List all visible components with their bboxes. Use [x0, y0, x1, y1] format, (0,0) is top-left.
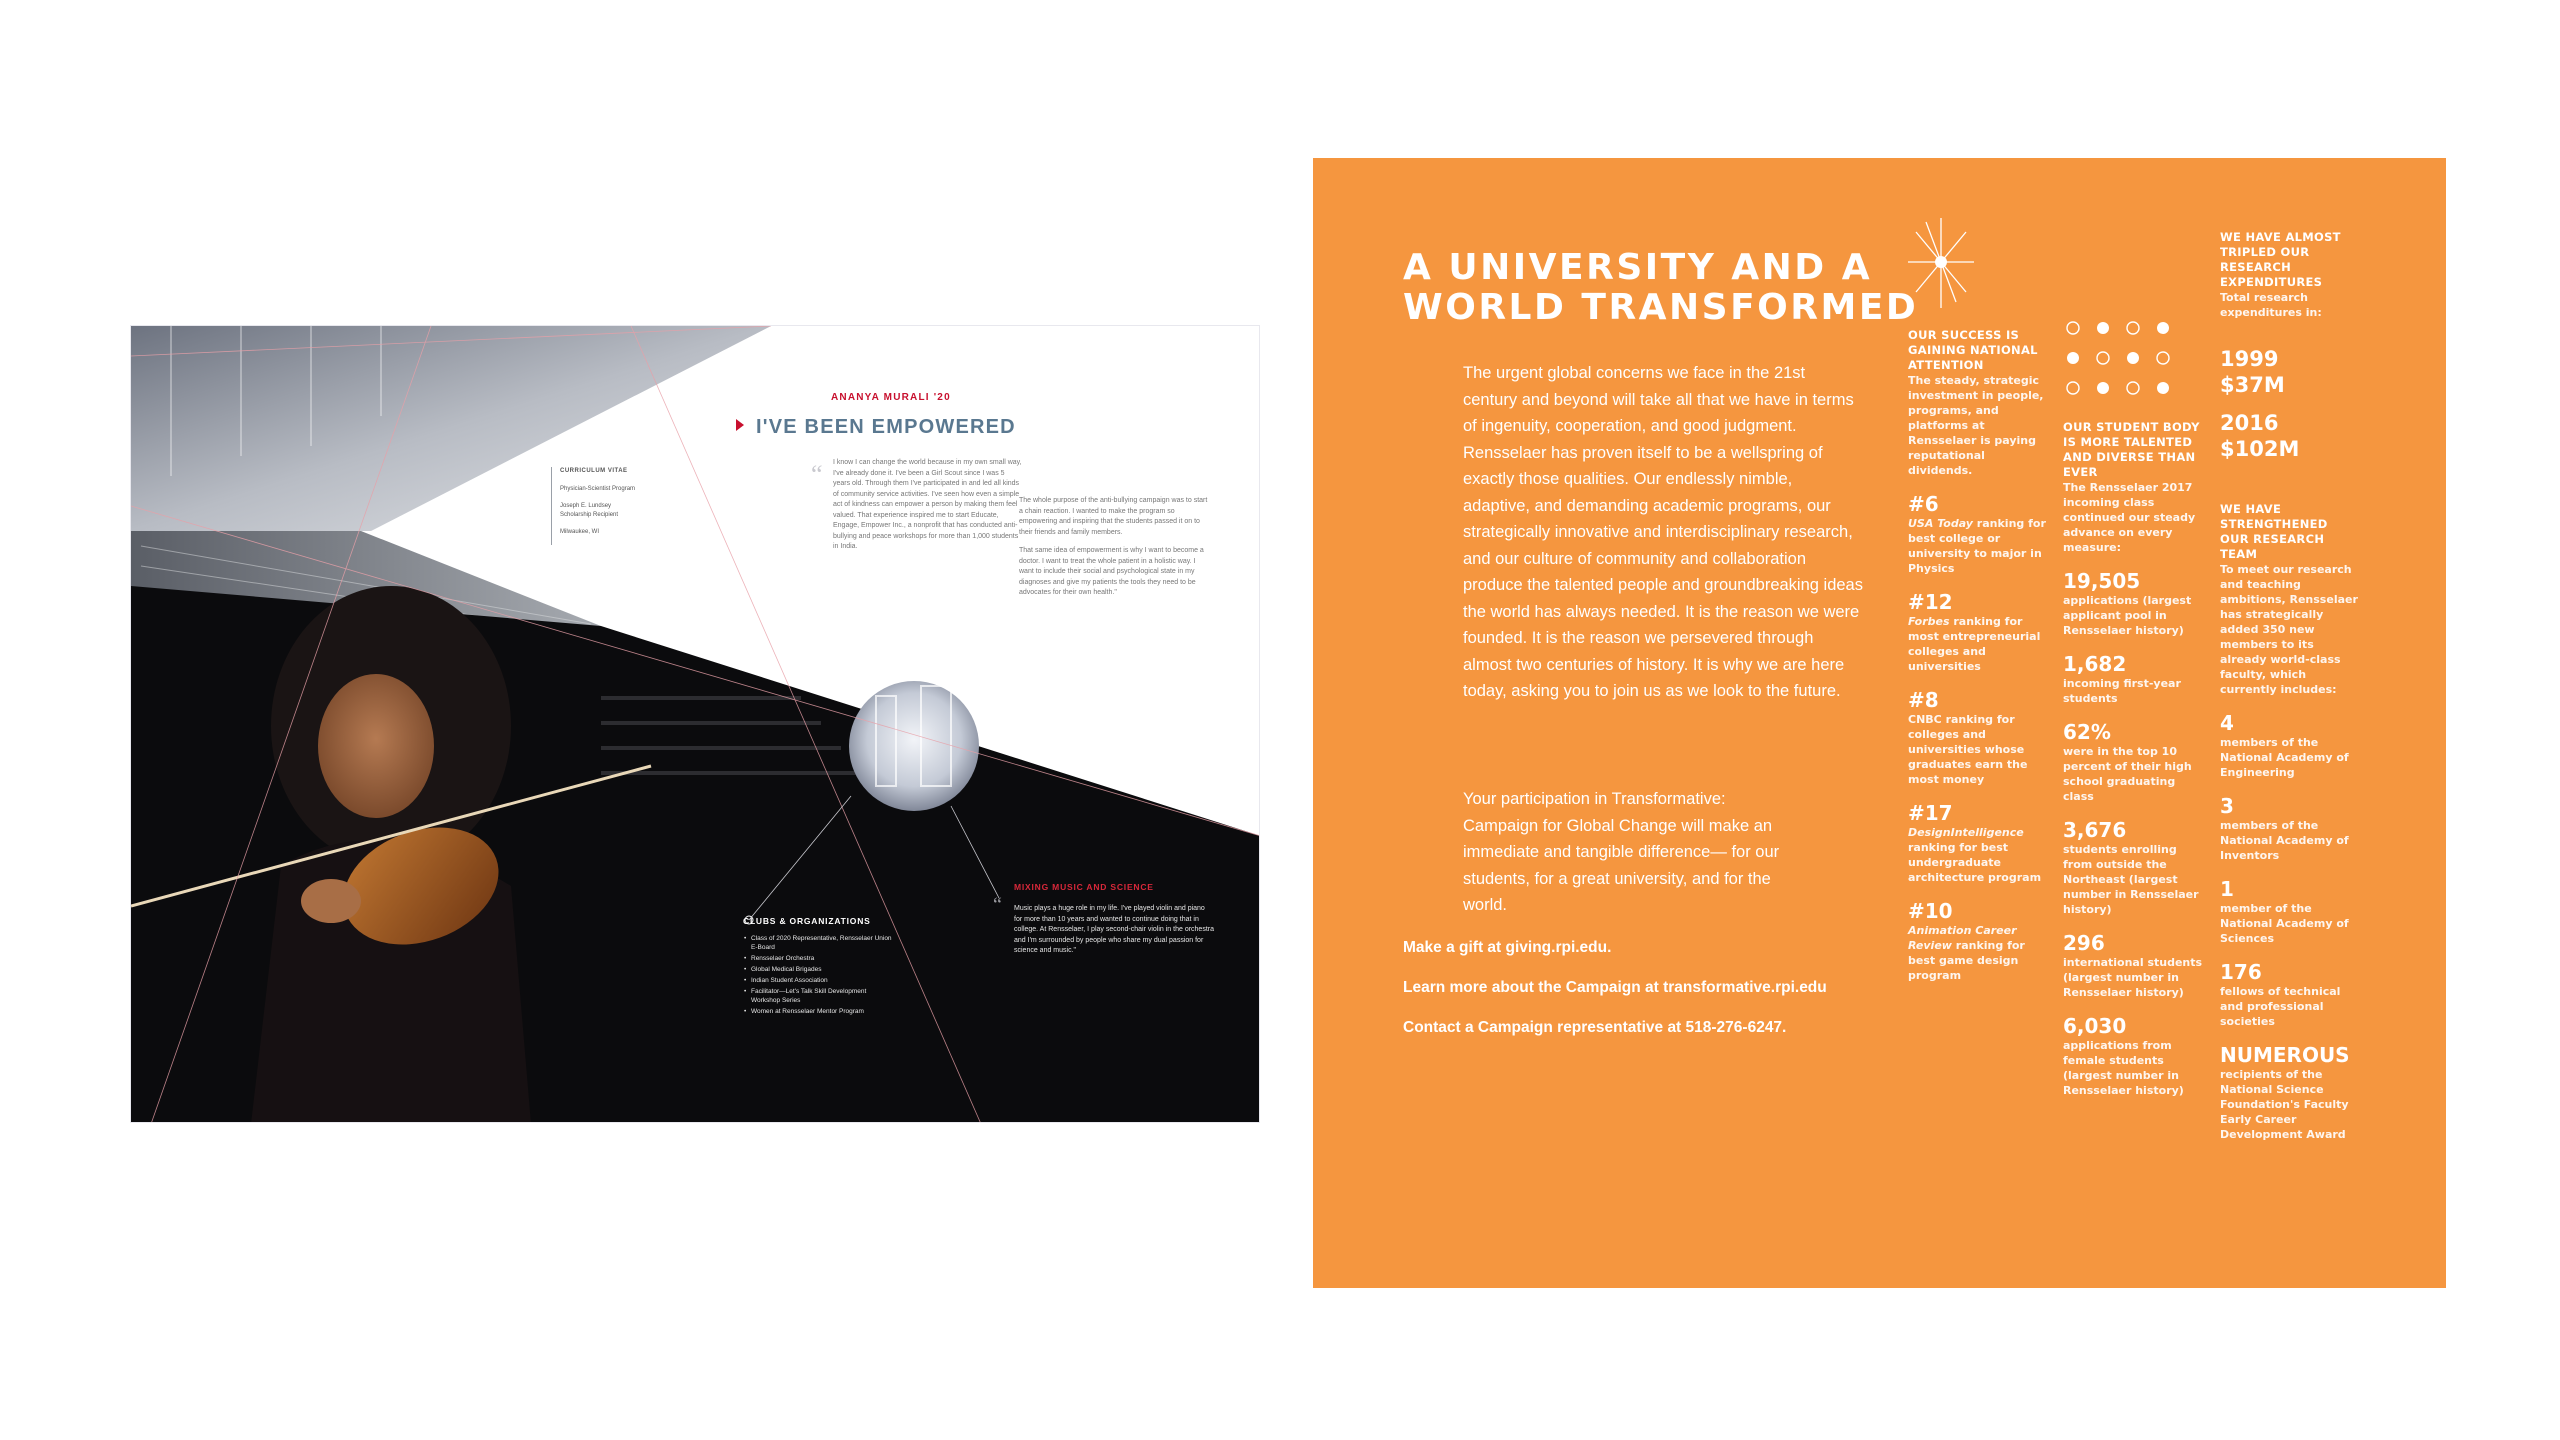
cv-item: Joseph E. Lundsey Scholarship Recipient — [560, 503, 619, 518]
page-title-line: WORLD TRANSFORMED — [1403, 287, 1919, 328]
stat-number: 19,505 — [2063, 569, 2141, 593]
stat-number: 3,676 — [2063, 818, 2127, 842]
student-profile-spread — [130, 325, 1260, 1123]
stat-desc: member of the National Academy of Sciences — [2220, 902, 2349, 945]
stat-number: NUMEROUS — [2220, 1043, 2350, 1067]
quote-mark-icon: “ — [811, 460, 823, 489]
ranking-desc — [1908, 712, 2048, 787]
quote-column-1: I know I can change the world because in my own small way, I've already done it. I've been a Girl Scout since I was 5 years old. Through them I've participated in and led all kinds of community service activities. I've seen how even a simple act of kindness can empower a person by making them feel valued. That experience inspired me to start Educate, Engage, Empower Inc., a nonprofit that has conducted anti-bullying and peace workshops for more than 1,000 students in India. — [833, 459, 1022, 550]
quote-paragraph: That same idea of empowerment is why I want to become a doctor. I want to treat the whole patient in a holistic way. I want to include their social and psychological state in my diagnoses and give my patients the tools they need to be advocates for their own health." — [1019, 547, 1204, 596]
stat-desc: members of the National Academy of Engineering — [2220, 736, 2349, 779]
ranking-number: #8 — [1908, 688, 1939, 712]
ranking-source: USA Today — [1908, 517, 1973, 530]
clubs-title: CLUBS & ORGANIZATIONS — [743, 916, 871, 926]
stat-desc: applications from female students (largest number in Rensselaer history) — [2063, 1039, 2184, 1097]
ranking-desc — [1908, 923, 2048, 983]
page-title — [1403, 248, 1923, 328]
ranking-desc — [1908, 825, 2048, 885]
page-title-line: A UNIVERSITY AND A — [1403, 247, 1873, 288]
ranking-source: DesignIntelligence — [1908, 826, 2024, 839]
column-heading: OUR SUCCESS IS GAINING NATIONAL ATTENTION — [1908, 328, 2038, 372]
intro-text: The urgent global concerns we face in the 21st century and beyond will take all that we have in terms of ingenuity, cooperation, and good judgment. Rensselaer has proven itself to be a wellspring of exactly those qualities. Our endlessly nimble, adaptive, and demanding academic programs, our strategically innovative and interdisciplinary research, and our culture of community and collaboration produce the talented people and groundbreaking ideas the world has always needed. It is the reason we were founded. It is the reason we persevered through almost two centuries of history. It is why we are here today, asking you to join us as we look to the future. — [1463, 364, 1863, 700]
cv-item: Physician-Scientist Program — [560, 486, 636, 492]
student-body-column — [2063, 420, 2203, 1098]
stat-number: 4 — [2220, 711, 2234, 735]
list-item: • Class of 2020 Representative, Rensselaer Union E-Board — [751, 934, 893, 952]
column-text: Total research expenditures in: — [2220, 291, 2322, 319]
expenditure-amount: $102M — [2220, 437, 2300, 461]
list-item: • Indian Student Association — [751, 976, 893, 985]
stat-desc: incoming first-year students — [2063, 677, 2181, 705]
ranking-text: ranking for best college or university to major in Physics — [1908, 517, 2046, 575]
curriculum-vitae — [551, 467, 640, 545]
ranking-number: #17 — [1908, 801, 1953, 825]
quote-paragraph: The whole purpose of the anti-bullying campaign was to start a chain reaction. I wanted to make the program so empowering and inspiring that the students passed it on to their friends and family members. — [1019, 497, 1208, 536]
column-heading: OUR STUDENT BODY IS MORE TALENTED AND DIVERSE THAN EVER — [2063, 420, 2200, 479]
year-label: 1999 — [2220, 347, 2279, 371]
clubs-section — [743, 916, 893, 1018]
cv-item: Milwaukee, WI — [560, 529, 600, 535]
stat-number: 6,030 — [2063, 1014, 2127, 1038]
ranking-desc — [1908, 614, 2048, 674]
ranking-number: #12 — [1908, 590, 1953, 614]
column-text: To meet our research and teaching ambitions, Rensselaer has strategically added 350 new members to its already world-class faculty, which currently includes: — [2220, 563, 2358, 696]
stat-desc: were in the top 10 percent of their high school graduating class — [2063, 745, 2192, 803]
stat-desc: fellows of technical and professional societies — [2220, 985, 2341, 1028]
stat-number: 1,682 — [2063, 652, 2127, 676]
list-item: • Rensselaer Orchestra — [751, 954, 893, 963]
stat-number: 3 — [2220, 794, 2234, 818]
list-item: • Global Medical Brigades — [751, 965, 893, 974]
quote-column-2 — [1019, 496, 1209, 607]
ranking-text: ranking for best undergraduate architecture program — [1908, 841, 2042, 884]
ranking-number: #6 — [1908, 492, 1939, 516]
ranking-number: #10 — [1908, 899, 1953, 923]
ranking-text: CNBC ranking for colleges and universities whose graduates earn the most money — [1908, 713, 2028, 786]
profile-title-text: I'VE BEEN EMPOWERED — [756, 416, 1016, 438]
stat-desc: students enrolling from outside the Northeast (largest number in Rensselaer history) — [2063, 843, 2199, 916]
contact-link[interactable]: Contact a Campaign representative at 518-276-6247. — [1403, 1019, 1787, 1036]
year-label: 2016 — [2220, 411, 2279, 435]
music-title: MIXING MUSIC AND SCIENCE — [1014, 882, 1154, 892]
campaign-link[interactable]: Learn more about the Campaign at transformative.rpi.edu — [1403, 979, 1827, 996]
stat-desc: recipients of the National Science Foundation's Faculty Early Career Development Award — [2220, 1068, 2349, 1141]
expenditure-amount: $37M — [2220, 373, 2285, 397]
arrow-icon — [736, 419, 744, 431]
clubs-list — [743, 934, 893, 1016]
call-to-action — [1403, 938, 1923, 1058]
column-heading: WE HAVE ALMOST TRIPLED OUR RESEARCH EXPENDITURES — [2220, 230, 2341, 289]
column-text: The steady, strategic investment in people, programs, and platforms at Rensselaer is paying reputational dividends. — [1908, 374, 2044, 477]
list-item: • Facilitator—Let's Talk Skill Development Workshop Series — [751, 987, 893, 1005]
sunburst-icon — [1906, 210, 1976, 316]
list-item: • Women at Rensselaer Mentor Program — [751, 1007, 893, 1016]
column-heading: WE HAVE STRENGTHENED OUR RESEARCH TEAM — [2220, 502, 2328, 561]
stat-number: 1 — [2220, 877, 2234, 901]
column-text: The Rensselaer 2017 incoming class continued our steady advance on every measure: — [2063, 481, 2196, 554]
dot-grid-icon — [2065, 318, 2175, 398]
student-name: ANANYA MURALI '20 — [831, 392, 951, 403]
quote-mark-icon: “ — [993, 894, 1002, 916]
ranking-text: ranking for most entrepreneurial colleges and universities — [1908, 615, 2041, 673]
profile-title — [736, 416, 1016, 439]
national-attention-column — [1908, 328, 2048, 983]
stat-desc: members of the National Academy of Inventors — [2220, 819, 2349, 862]
stat-number: 296 — [2063, 931, 2105, 955]
stat-desc: applications (largest applicant pool in Rensselaer history) — [2063, 594, 2192, 637]
spread-photo-collage — [131, 326, 1260, 1123]
campaign-page — [1313, 158, 2446, 1288]
cv-heading: CURRICULUM VITAE — [560, 468, 628, 474]
research-column — [2220, 230, 2360, 1142]
ranking-text: ranking for best game design program — [1908, 939, 2025, 982]
ranking-source: Animation Career Review — [1908, 924, 2017, 952]
stat-number: 176 — [2220, 960, 2262, 984]
gift-link[interactable]: Make a gift at giving.rpi.edu. — [1403, 939, 1612, 956]
participation-text: Your participation in Transformative: Campaign for Global Change will make an immediate and tangible difference— for our students, for a great university, and for the world. — [1463, 790, 1780, 914]
stat-number: 62% — [2063, 720, 2111, 744]
music-text: Music plays a huge role in my life. I've played violin and piano for more than 10 years and wanted to continue doing that in college. At Rensselaer, I play second-chair violin in the orchestra and I'm surrounded by people who share my dual passion for science and music." — [1014, 905, 1214, 954]
ranking-desc — [1908, 516, 2048, 576]
stat-desc: international students (largest number in Rensselaer history) — [2063, 956, 2203, 999]
ranking-source: Forbes — [1908, 615, 1950, 628]
